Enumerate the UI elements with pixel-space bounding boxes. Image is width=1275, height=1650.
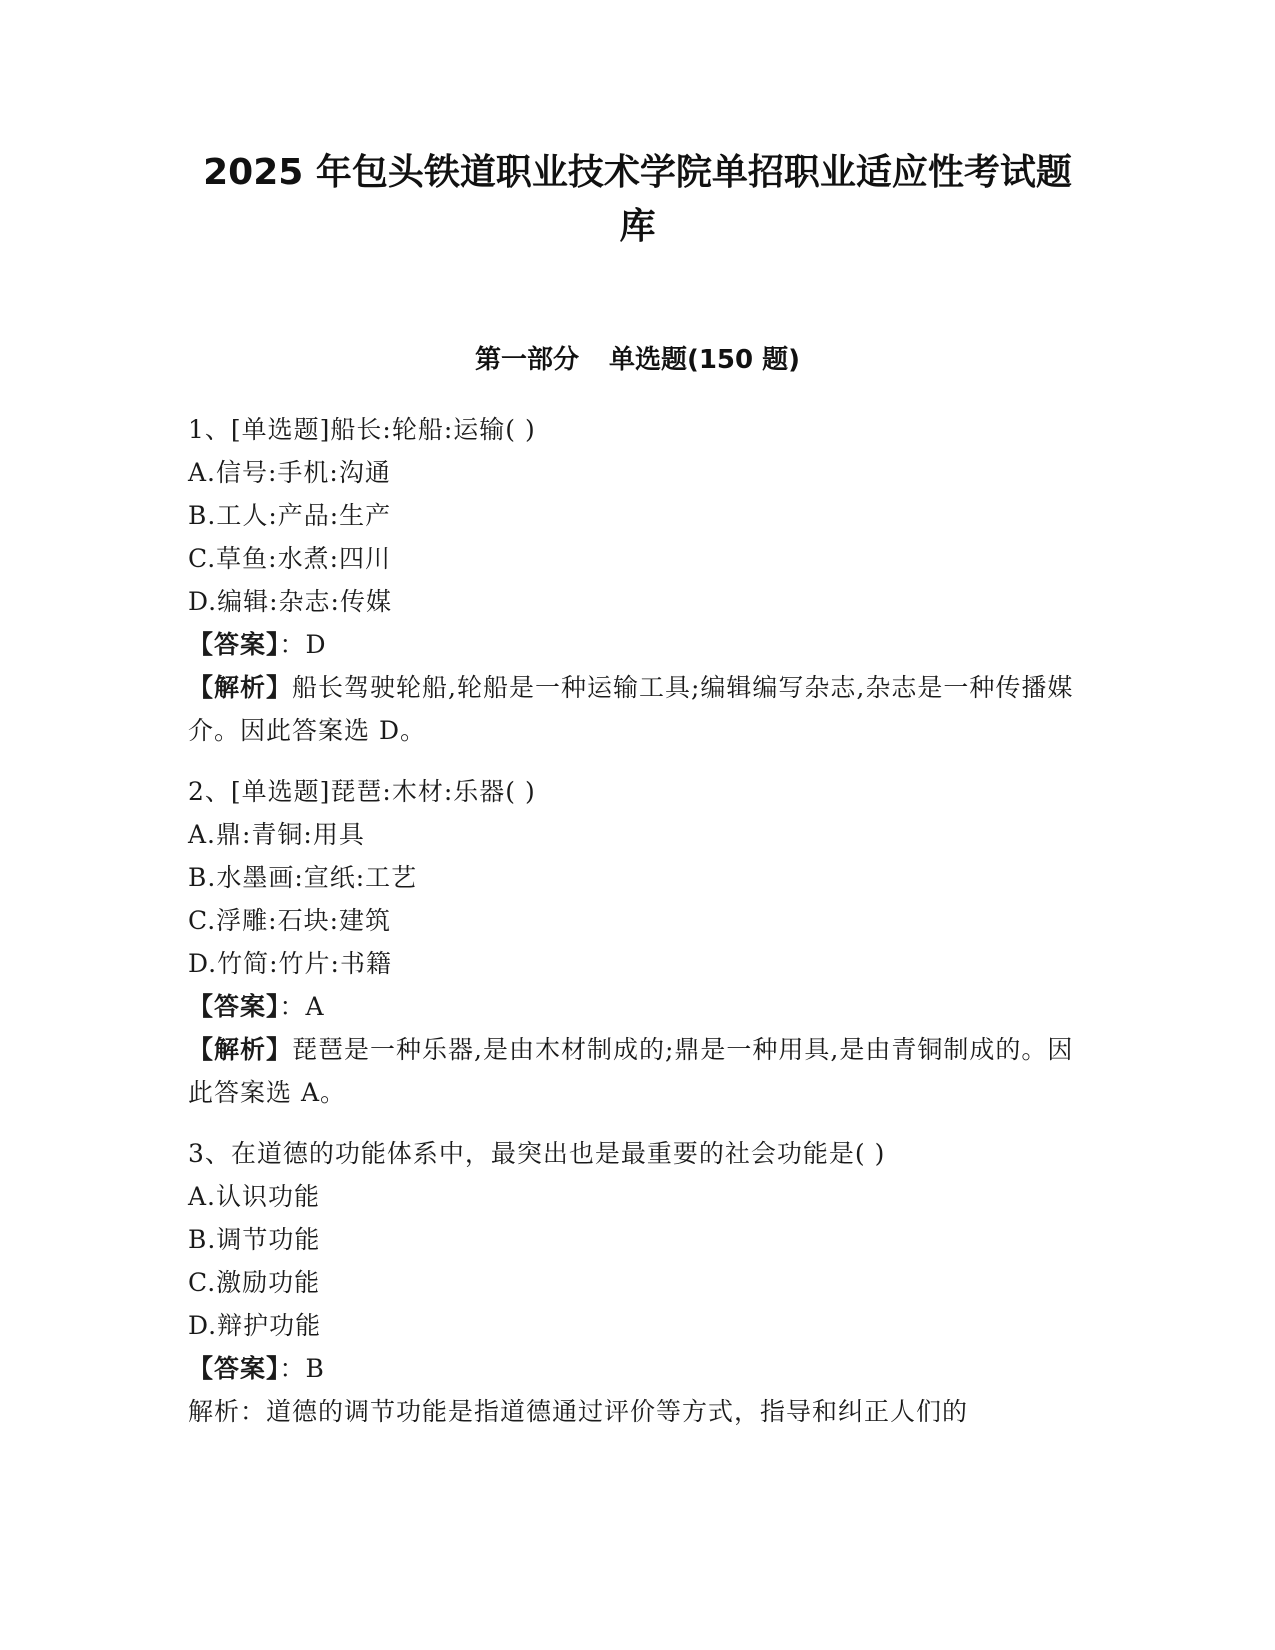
answer-line (188, 985, 1078, 1028)
option-a: A.信号:手机:沟通 (188, 458, 391, 487)
document-title (120, 146, 1155, 254)
question-3 (188, 1132, 1078, 1433)
question-stem: 1、[单选题]船长:轮船:运输( ) (188, 415, 536, 444)
option-d: D.编辑:杂志:传媒 (188, 587, 392, 616)
answer-value: ：D (279, 630, 327, 659)
option-b: B.工人:产品:生产 (188, 501, 392, 530)
question-list (188, 408, 1078, 1451)
option-c: C.激励功能 (188, 1268, 321, 1297)
document-title-line2: 库 (619, 206, 656, 247)
analysis-label: 【解析】 (188, 1035, 293, 1064)
section-heading-part: 第一部分 (474, 345, 579, 375)
answer-line (188, 623, 1078, 666)
answer-label: 【答案】 (188, 1354, 280, 1383)
option-b: B.水墨画:宣纸:工艺 (188, 863, 418, 892)
document-title-line1: 2025 年包头铁道职业技术学院单招职业适应性考试题 (203, 152, 1072, 193)
analysis-text: 琵琶是一种乐器,是由木材制成的;鼎是一种用具,是由青铜制成的。因此答案选 A。 (188, 1035, 1074, 1107)
analysis-label: 【解析】 (188, 673, 293, 702)
option-a: A.鼎:青铜:用具 (188, 820, 365, 849)
analysis-line (188, 666, 1078, 752)
analysis-line: 解析：道德的调节功能是指道德通过评价等方式，指导和纠正人们的 (188, 1397, 969, 1426)
answer-label: 【答案】 (188, 630, 280, 659)
option-a: A.认识功能 (188, 1182, 321, 1211)
answer-value: ：A (279, 992, 325, 1021)
question-stem: 3、在道德的功能体系中，最突出也是最重要的社会功能是( ) (188, 1139, 886, 1168)
option-c: C.草鱼:水煮:四川 (188, 544, 392, 573)
option-d: D.竹简:竹片:书籍 (188, 949, 392, 978)
option-d: D.辩护功能 (188, 1311, 322, 1340)
option-b: B.调节功能 (188, 1225, 321, 1254)
question-1 (188, 408, 1078, 752)
answer-line (188, 1347, 1078, 1390)
section-heading (120, 342, 1155, 378)
question-stem: 2、[单选题]琵琶:木材:乐器( ) (188, 777, 536, 806)
question-2 (188, 770, 1078, 1114)
section-heading-type: 单选题(150 题) (608, 345, 801, 375)
analysis-line (188, 1028, 1078, 1114)
answer-value: ：B (279, 1354, 325, 1383)
option-c: C.浮雕:石块:建筑 (188, 906, 392, 935)
analysis-text: 船长驾驶轮船,轮船是一种运输工具;编辑编写杂志,杂志是一种传播媒介。因此答案选 D。 (188, 673, 1074, 745)
answer-label: 【答案】 (188, 992, 280, 1021)
